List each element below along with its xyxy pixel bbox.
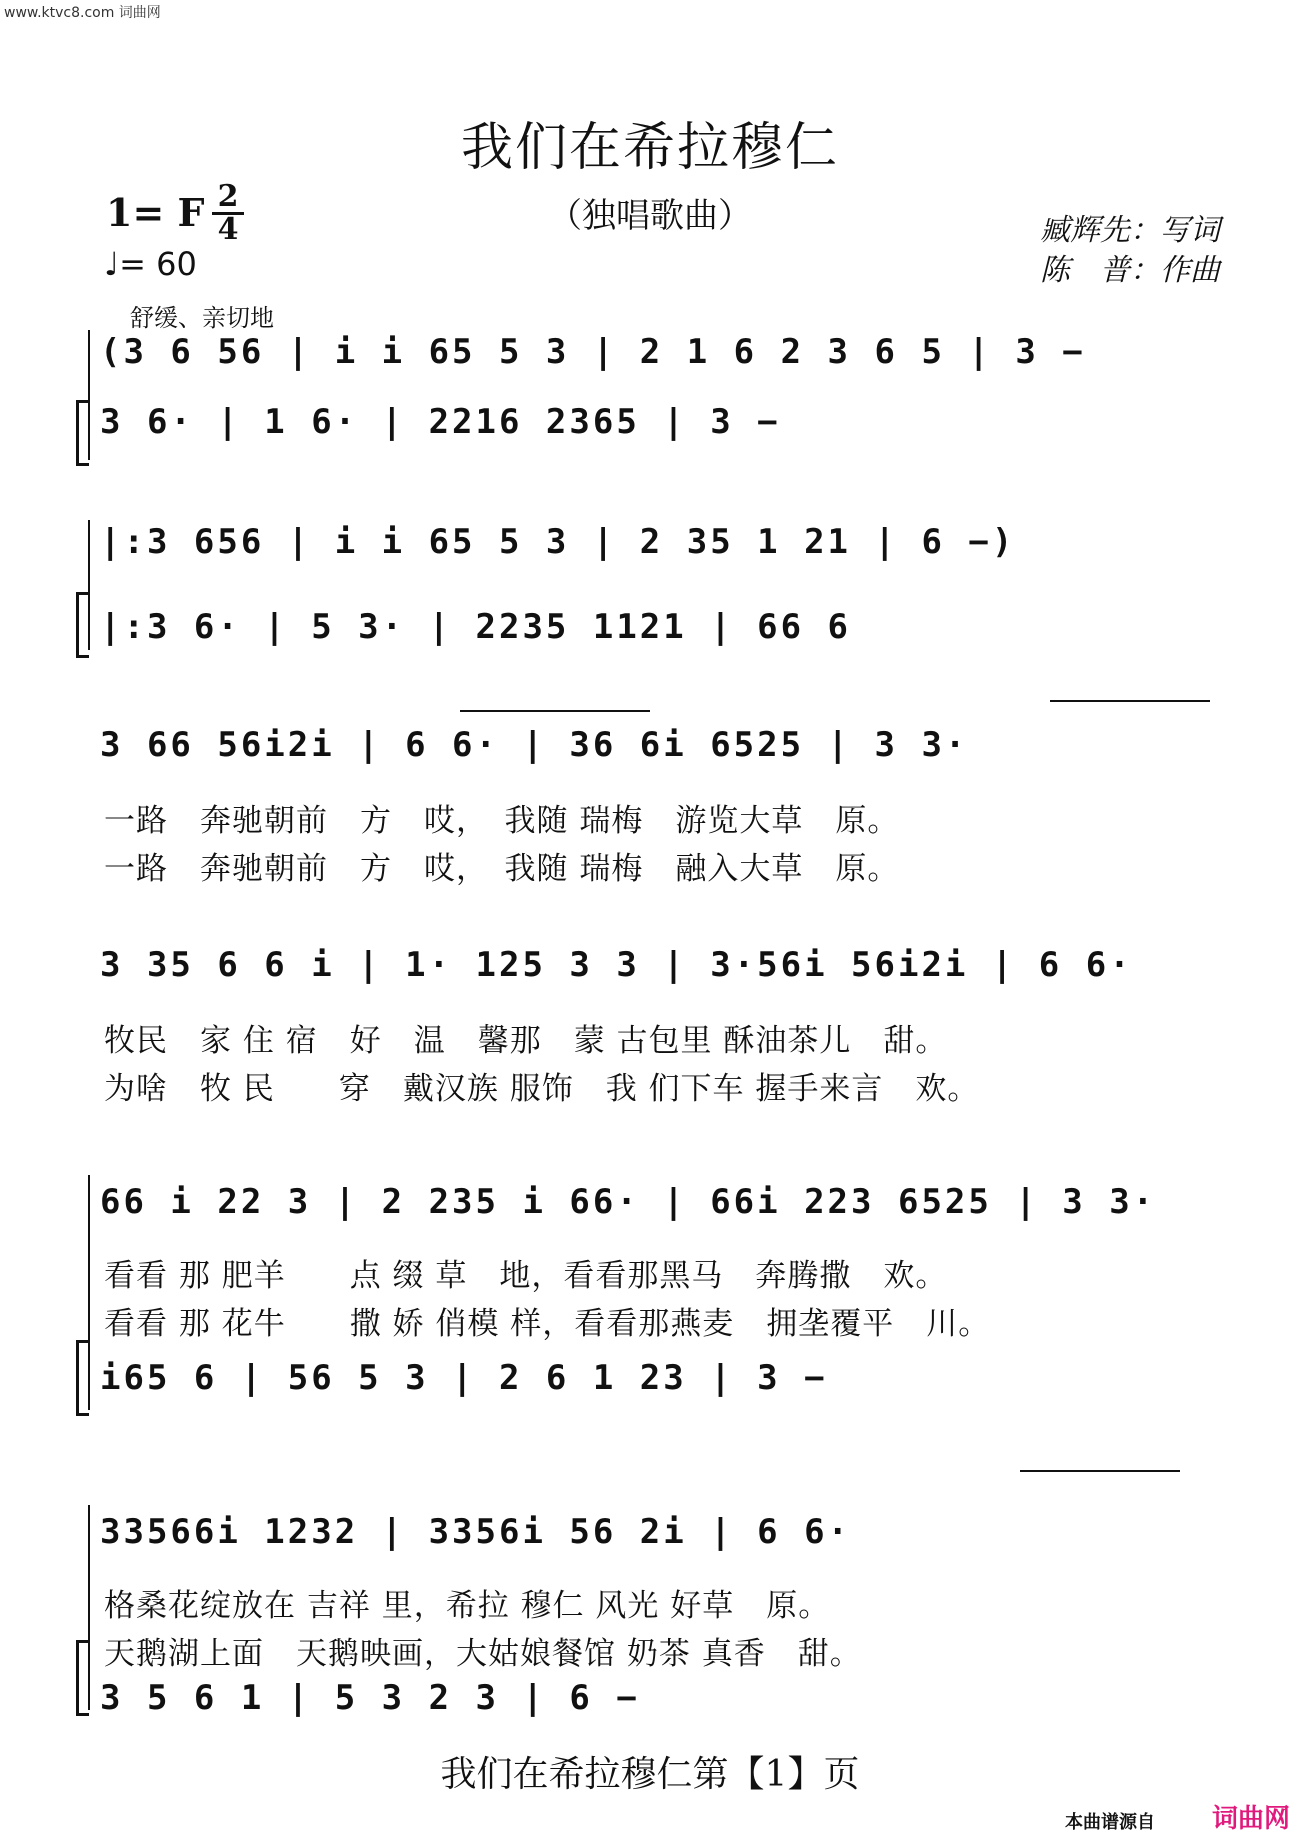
- lyric-line: 看看 那 花牛 撒 娇 俏模 样，看看那燕麦 拥垄覆平 川。: [104, 1306, 991, 1342]
- lyric-line: 看看 那 肥羊 点 缀 草 地，看看那黑马 奔腾撒 欢。: [104, 1258, 948, 1294]
- notation-line: 33566i 1232 | 3356i 56 2i | 6 6·: [100, 1512, 852, 1552]
- page-footer: 我们在希拉穆仁第【1】页: [440, 1754, 860, 1795]
- notation-line: |:3 6· | 5 3· | 2235 1121 | 66 6: [100, 607, 852, 647]
- decrescendo-mark: [1050, 700, 1210, 702]
- notation-line: i65 6 | 56 5 3 | 2 6 1 23 | 3 −: [100, 1358, 828, 1398]
- system-line: [88, 330, 90, 460]
- time-signature: [212, 179, 244, 247]
- tempo-mark: ♩= 60: [104, 245, 197, 283]
- notation-line: 3 35 6 6 i | 1· 125 3 3 | 3·56i 56i2i | 6 6·: [100, 945, 1133, 985]
- lyricist-credit: 臧辉先：写词: [1040, 213, 1220, 248]
- song-subtitle: （独唱歌曲）: [548, 196, 752, 236]
- system-line: [88, 520, 90, 650]
- lyric-line: 牧民 家 住 宿 好 温 馨那 蒙 古包里 酥油茶儿 甜。: [104, 1023, 948, 1059]
- lyric-line: 天鹅湖上面 天鹅映画，大姑娘餐馆 奶茶 真香 甜。: [104, 1636, 862, 1672]
- site-logo-text: 词曲网: [1211, 1804, 1290, 1834]
- crescendo-mark: [460, 710, 650, 712]
- key-signature: 1= F: [106, 190, 205, 235]
- lyric-line: 一路 奔驰朝前 方 哎， 我随 瑞梅 游览大草 原。: [104, 803, 900, 839]
- lyric-line: 一路 奔驰朝前 方 哎， 我随 瑞梅 融入大草 原。: [104, 851, 900, 887]
- notation-line: 66 i 22 3 | 2 235 i 66· | 66i 223 6525 | 3 3·: [100, 1182, 1157, 1222]
- source-note: 本曲谱源自: [1065, 1812, 1155, 1833]
- notation-line: |:3 656 | i i 65 5 3 | 2 35 1 21 | 6 −): [100, 522, 1016, 562]
- system-line: [88, 1505, 90, 1710]
- expression-mark: 舒缓、亲切地: [130, 304, 274, 332]
- notation-line: 3 5 6 1 | 5 3 2 3 | 6 −: [100, 1678, 640, 1718]
- notation-line: 3 6· | 1 6· | 2216 2365 | 3 −: [100, 402, 781, 442]
- notation-line: 3 66 56i2i | 6 6· | 36 6i 6525 | 3 3·: [100, 725, 969, 765]
- crescendo-mark: [1020, 1470, 1180, 1472]
- song-title: 我们在希拉穆仁: [460, 118, 839, 178]
- site-url: www.ktvc8.com 词曲网: [4, 5, 161, 21]
- time-bottom: 4: [217, 212, 239, 247]
- system-line: [88, 1175, 90, 1410]
- composer-credit: 陈 普：作曲: [1040, 253, 1220, 288]
- lyric-line: 格桑花绽放在 吉祥 里，希拉 穆仁 风光 好草 原。: [104, 1588, 831, 1624]
- lyric-line: 为啥 牧 民 穿 戴汉族 服饰 我 们下车 握手来言 欢。: [104, 1071, 980, 1107]
- time-top: 2: [217, 179, 239, 214]
- notation-line: (3 6 56 | i i 65 5 3 | 2 1 6 2 3 6 5 | 3 −: [100, 332, 1086, 372]
